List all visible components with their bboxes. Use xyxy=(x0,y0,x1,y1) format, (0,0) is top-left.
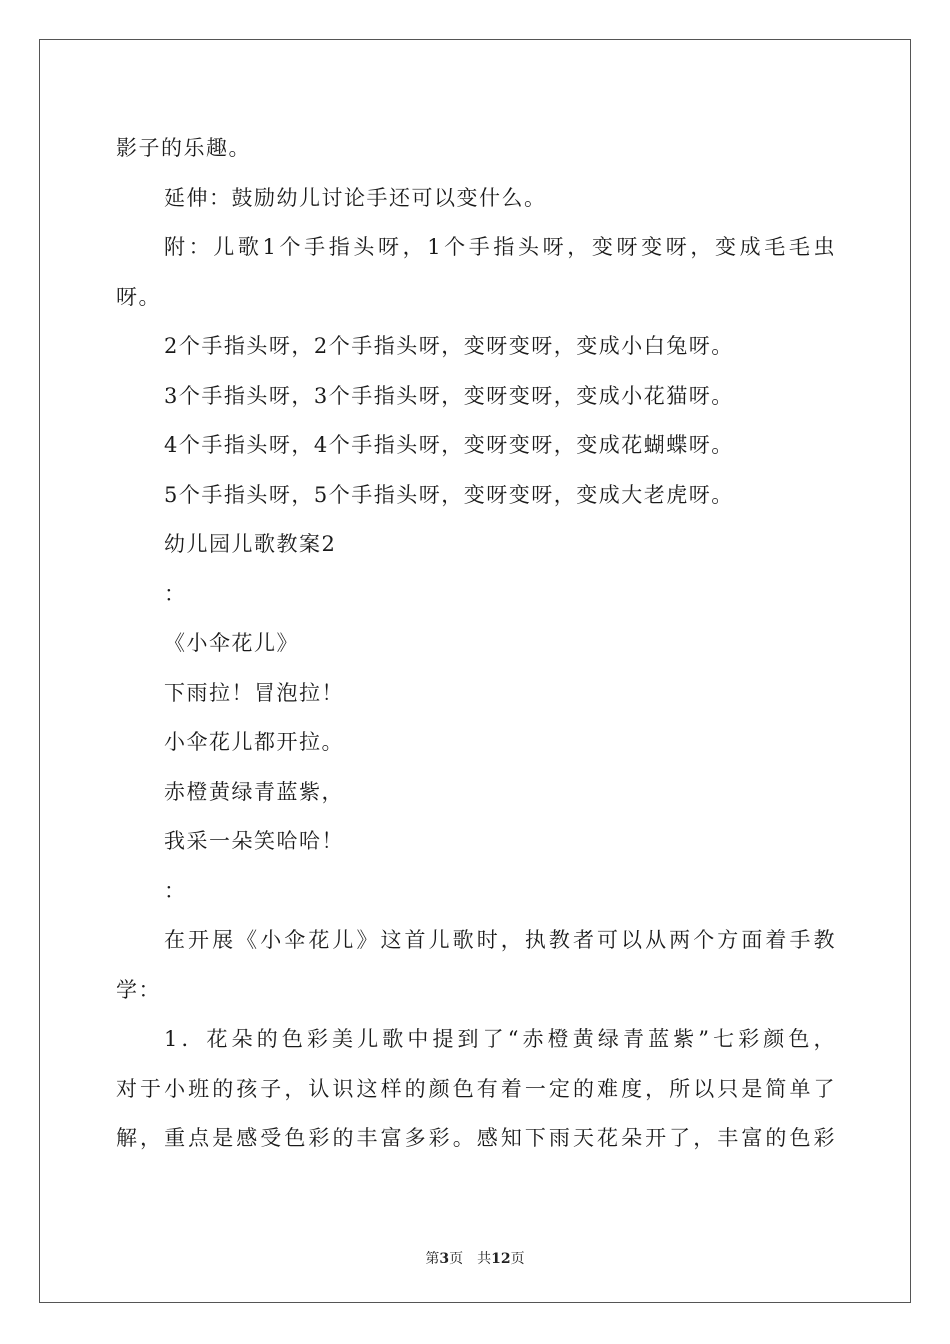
text-line-7: 4个手指头呀，4个手指头呀，变呀变呀，变成花蝴蝶呀。 xyxy=(164,433,734,457)
section-heading: 幼儿园儿歌教案2 xyxy=(164,532,337,556)
text-line-6: 3个手指头呀，3个手指头呀，变呀变呀，变成小花猫呀。 xyxy=(164,383,734,408)
poem-line-1: 下雨拉！冒泡拉！ xyxy=(164,680,344,705)
text-line-20: 对于小班的孩子，认识这样的颜色有着一定的难度，所以只是简单了 xyxy=(116,1076,836,1101)
poem-line-2: 小伞花儿都开拉。 xyxy=(164,730,344,754)
document-body xyxy=(116,124,836,1164)
total-pages: 12 xyxy=(491,1251,511,1267)
text-line-4: 呀。 xyxy=(116,284,161,309)
text-line-19: 1．花朵的色彩美儿歌中提到了“赤橙黄绿青蓝紫”七彩颜色， xyxy=(164,1027,836,1051)
text-line-3: 附：儿歌1个手指头呀，1个手指头呀，变呀变呀，变成毛毛虫 xyxy=(164,235,836,259)
poem-title: 《小伞花儿》 xyxy=(164,631,299,655)
total-prefix: 共 xyxy=(477,1251,492,1267)
text-line-18: 学： xyxy=(116,977,161,1002)
poem-line-3: 赤橙黄绿青蓝紫， xyxy=(164,779,344,804)
total-suffix: 页 xyxy=(510,1251,525,1267)
text-line-2: 延伸：鼓励幼儿讨论手还可以变什么。 xyxy=(164,185,547,210)
text-line-21: 解，重点是感受色彩的丰富多彩。感知下雨天花朵开了，丰富的色彩 xyxy=(116,1126,836,1150)
page-footer xyxy=(0,1248,950,1268)
text-line-10: ： xyxy=(164,581,187,606)
text-line-1: 影子的乐趣。 xyxy=(116,136,251,160)
text-line-17: 在开展《小伞花儿》这首儿歌时，执教者可以从两个方面着手教 xyxy=(164,928,836,952)
poem-line-4: 我采一朵笑哈哈！ xyxy=(164,829,344,853)
text-line-16: ： xyxy=(164,878,187,903)
page-suffix: 页 xyxy=(449,1251,464,1267)
page-prefix: 第 xyxy=(425,1251,440,1267)
text-line-8: 5个手指头呀，5个手指头呀，变呀变呀，变成大老虎呀。 xyxy=(164,482,734,507)
page-number: 3 xyxy=(439,1251,450,1267)
text-line-5: 2个手指头呀，2个手指头呀，变呀变呀，变成小白兔呀。 xyxy=(164,334,734,358)
